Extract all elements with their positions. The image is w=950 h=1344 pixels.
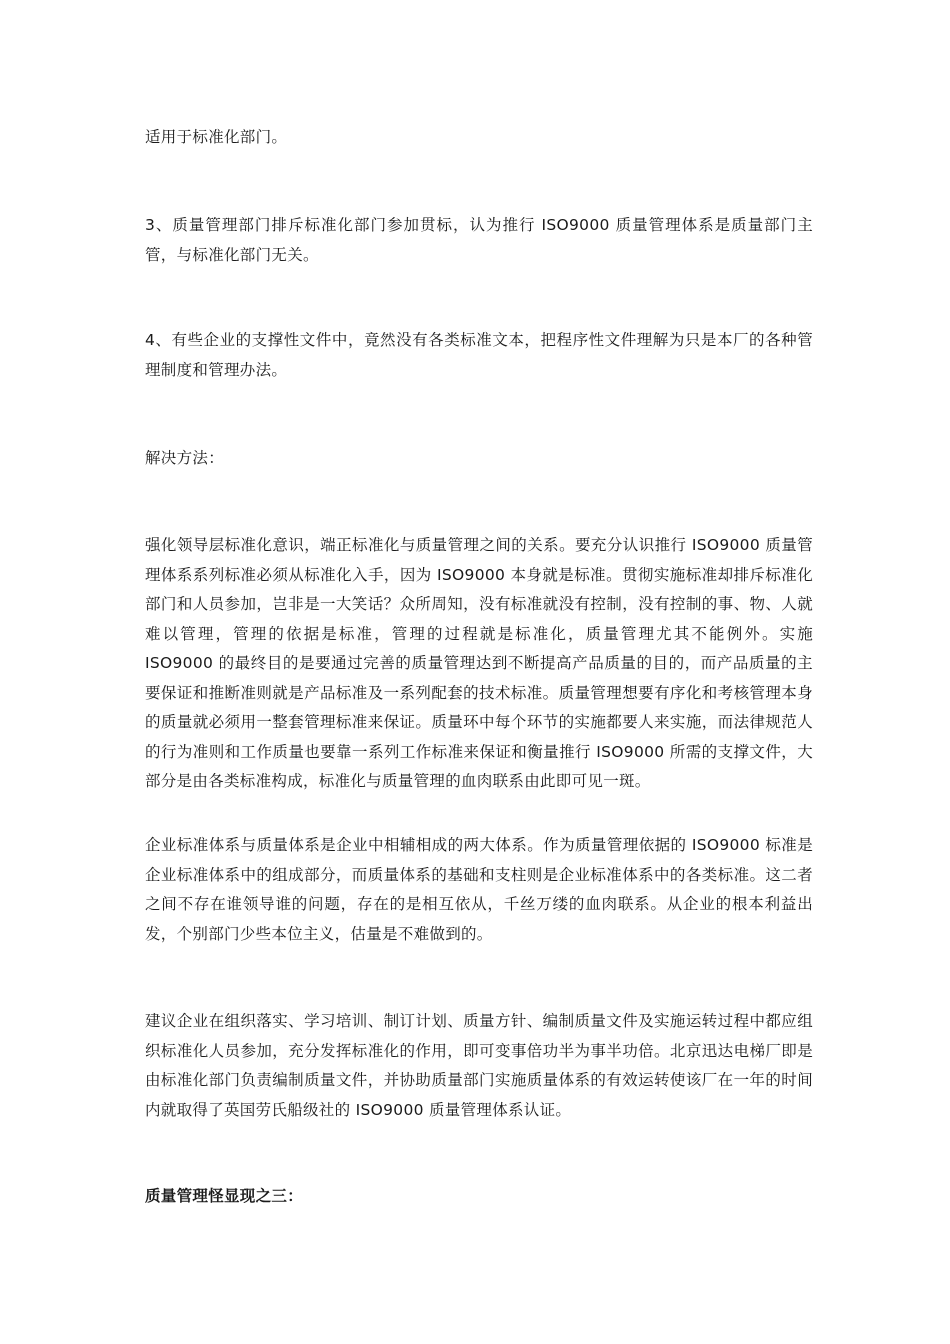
paragraph-item-4: 4、有些企业的支撑性文件中，竟然没有各类标准文本，把程序性文件理解为只是本厂的各种管理制度和管理办法。 (145, 331, 813, 379)
section-heading-part-3: 质量管理怪显现之三： (145, 1187, 304, 1205)
section-label-solution: 解决方法： (145, 449, 225, 467)
paragraph-applicability: 适用于标准化部门。 (145, 128, 288, 146)
paragraph-solution-main: 强化领导层标准化意识，端正标准化与质量管理之间的关系。要充分认识推行 ISO9000 质量管理体系系列标准必须从标准化入手，因为 ISO9000 本身就是标准。贯彻实施标准却排斥标准化部门和人员参加，岂非是一大笑话？众所周知，没有标准就没有控制，没有控制的事、物、人就难以管理，管理的依据是标准，管理的过程就是标准化，质量管理尤其不能例外。实施 ISO9000 的最终目的是要通过完善的质量管理达到不断提高产品质量的目的，而产品质量的主要保证和推断准则就是产品标准及一系列配套的技术标准。质量管理想要有序化和考核管理本身的质量就必须用一整套管理标准来保证。质量环中每个环节的实施都要人来实施，而法律规范人的行为准则和工作质量也要靠一系列工作标准来保证和衡量推行 ISO9000 所需的支撑文件，大部分是由各类标准构成，标准化与质量管理的血肉联系由此即可见一斑。 (145, 536, 813, 790)
paragraph-recommendation: 建议企业在组织落实、学习培训、制订计划、质量方针、编制质量文件及实施运转过程中都应组织标准化人员参加，充分发挥标准化的作用，即可变事倍功半为事半功倍。北京迅达电梯厂即是由标准化部门负责编制质量文件，并协助质量部门实施质量体系的有效运转使该厂在一年的时间内就取得了英国劳氏船级社的 ISO9000 质量管理体系认证。 (145, 1012, 813, 1119)
paragraph-item-3: 3、质量管理部门排斥标准化部门参加贯标，认为推行 ISO9000 质量管理体系是质量部门主管，与标准化部门无关。 (145, 216, 813, 264)
paragraph-standard-system: 企业标准体系与质量体系是企业中相辅相成的两大体系。作为质量管理依据的 ISO9000 标准是企业标准体系中的组成部分，而质量体系的基础和支柱则是企业标准体系中的各类标准。这二者之间不存在谁领导谁的问题，存在的是相互依从，千丝万缕的血肉联系。从企业的根本利益出发，个别部门少些本位主义，估量是不难做到的。 (145, 836, 813, 943)
